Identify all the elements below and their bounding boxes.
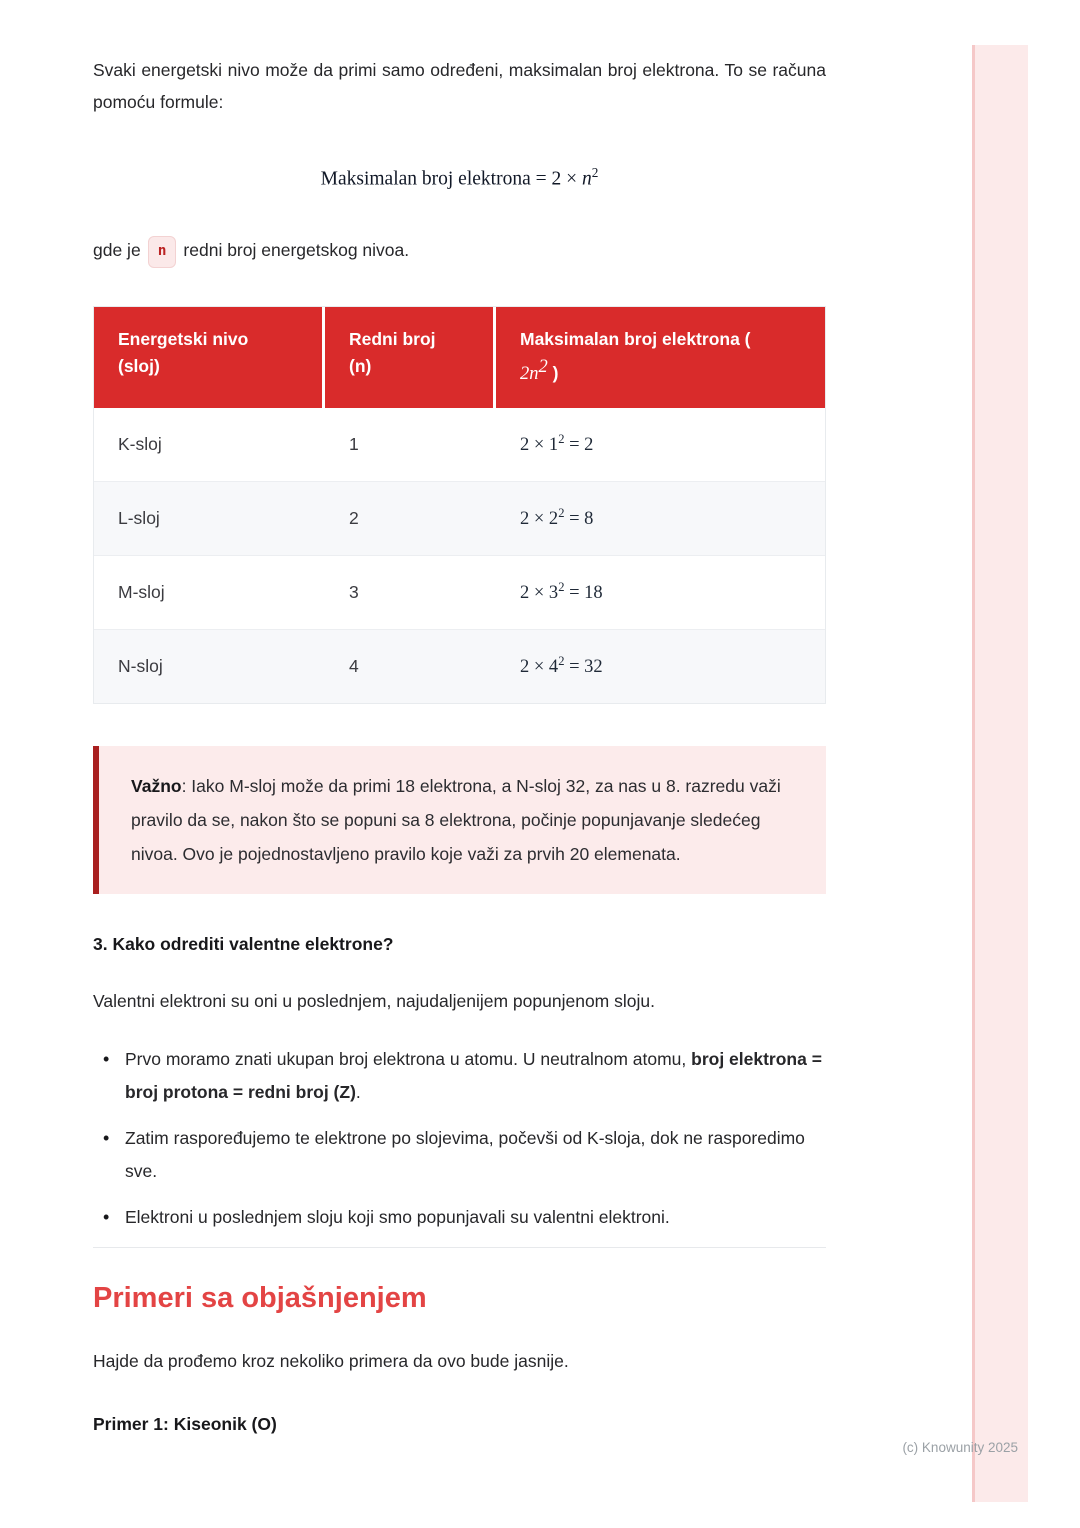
callout-label: Važno (131, 775, 182, 796)
cell-level: N-sloj (94, 630, 325, 703)
examples-heading: Primeri sa objašnjenjem (93, 1282, 427, 1315)
valence-intro-paragraph: Valentni elektroni su oni u poslednjem, najudaljenijem popunjenom sloju. (93, 991, 655, 1012)
cell-formula: $2 \times 2^2 = 8$ (496, 482, 825, 556)
cell-formula: $2 \times 4^2 = 32$ (496, 630, 825, 703)
cell-n: 1 (325, 408, 496, 482)
page-edge-stripe (972, 45, 1028, 1502)
cell-formula: $2 \times 3^2 = 18$ (496, 556, 825, 630)
cell-n: 4 (325, 630, 496, 703)
list-item: • Zatim raspoređujemo te elektrone po slojevima, počevši od K-sloja, dok ne rasporedimo sve. (93, 1122, 826, 1187)
formula-exponent: 2 (591, 164, 599, 180)
cell-level: M-sloj (94, 556, 325, 630)
example-1-heading: Primer 1: Kiseonik (O) (93, 1413, 277, 1434)
section-divider (93, 1247, 826, 1248)
formula-text: Maksimalan broj elektrona = 2 × (320, 168, 582, 190)
intro-paragraph: Svaki energetski nivo može da primi samo određeni, maksimalan broj elektrona. To se računa pomoću formule: (93, 60, 826, 113)
valence-steps-list (93, 1043, 826, 1233)
header-max-electrons: Maksimalan broj elektrona ( $2n^2$ ) (496, 307, 825, 408)
section-3-heading: 3. Kako odrediti valentne elektrone? (93, 934, 394, 955)
callout-text: : Iako M-sloj može da primi 18 elektrona, a N-sloj 32, za nas u 8. razredu važi pravilo da se, nakon što se popuni sa 8 elektrona, počinje popunjavanje sledećeg nivoa. Ovo je pojednostavljeno pravilo koje važi za prvih 20 elemenata. (131, 775, 781, 864)
copyright-footer: (c) Knowunity 2025 (902, 1440, 1018, 1455)
document-content (93, 0, 826, 1440)
where-n-pre: gde je (93, 240, 141, 261)
cell-n: 2 (325, 482, 496, 556)
list-item: • Prvo moramo znati ukupan broj elektrona u atomu. U neutralnom atomu, broj elektrona = broj protona = redni broj (Z). (93, 1043, 826, 1108)
n-code-chip: n (148, 236, 177, 268)
table-row (94, 482, 825, 556)
where-n-post: redni broj energetskog nivoa. (183, 240, 410, 261)
cell-level: L-sloj (94, 482, 325, 556)
electron-capacity-table (93, 306, 826, 704)
where-n-line (93, 234, 826, 268)
header-energy-level: Energetski nivo (sloj) (94, 307, 325, 408)
table-row (94, 408, 825, 482)
table-row (94, 630, 825, 703)
max-electrons-formula (93, 165, 826, 191)
cell-n: 3 (325, 556, 496, 630)
list-item: • Elektroni u poslednjem sloju koji smo popunjavali su valentni elektroni. (93, 1201, 826, 1233)
table-header-row (94, 307, 825, 408)
callout-paragraph (131, 769, 796, 871)
table-row (94, 556, 825, 630)
cell-formula: $2 \times 1^2 = 2$ (496, 408, 825, 482)
cell-level: K-sloj (94, 408, 325, 482)
examples-intro-paragraph: Hajde da prođemo kroz nekoliko primera da ovo bude jasnije. (93, 1351, 569, 1372)
formula-variable: n (581, 168, 592, 190)
header-ordinal-number: Redni broj (n) (325, 307, 496, 408)
important-callout (93, 746, 826, 894)
